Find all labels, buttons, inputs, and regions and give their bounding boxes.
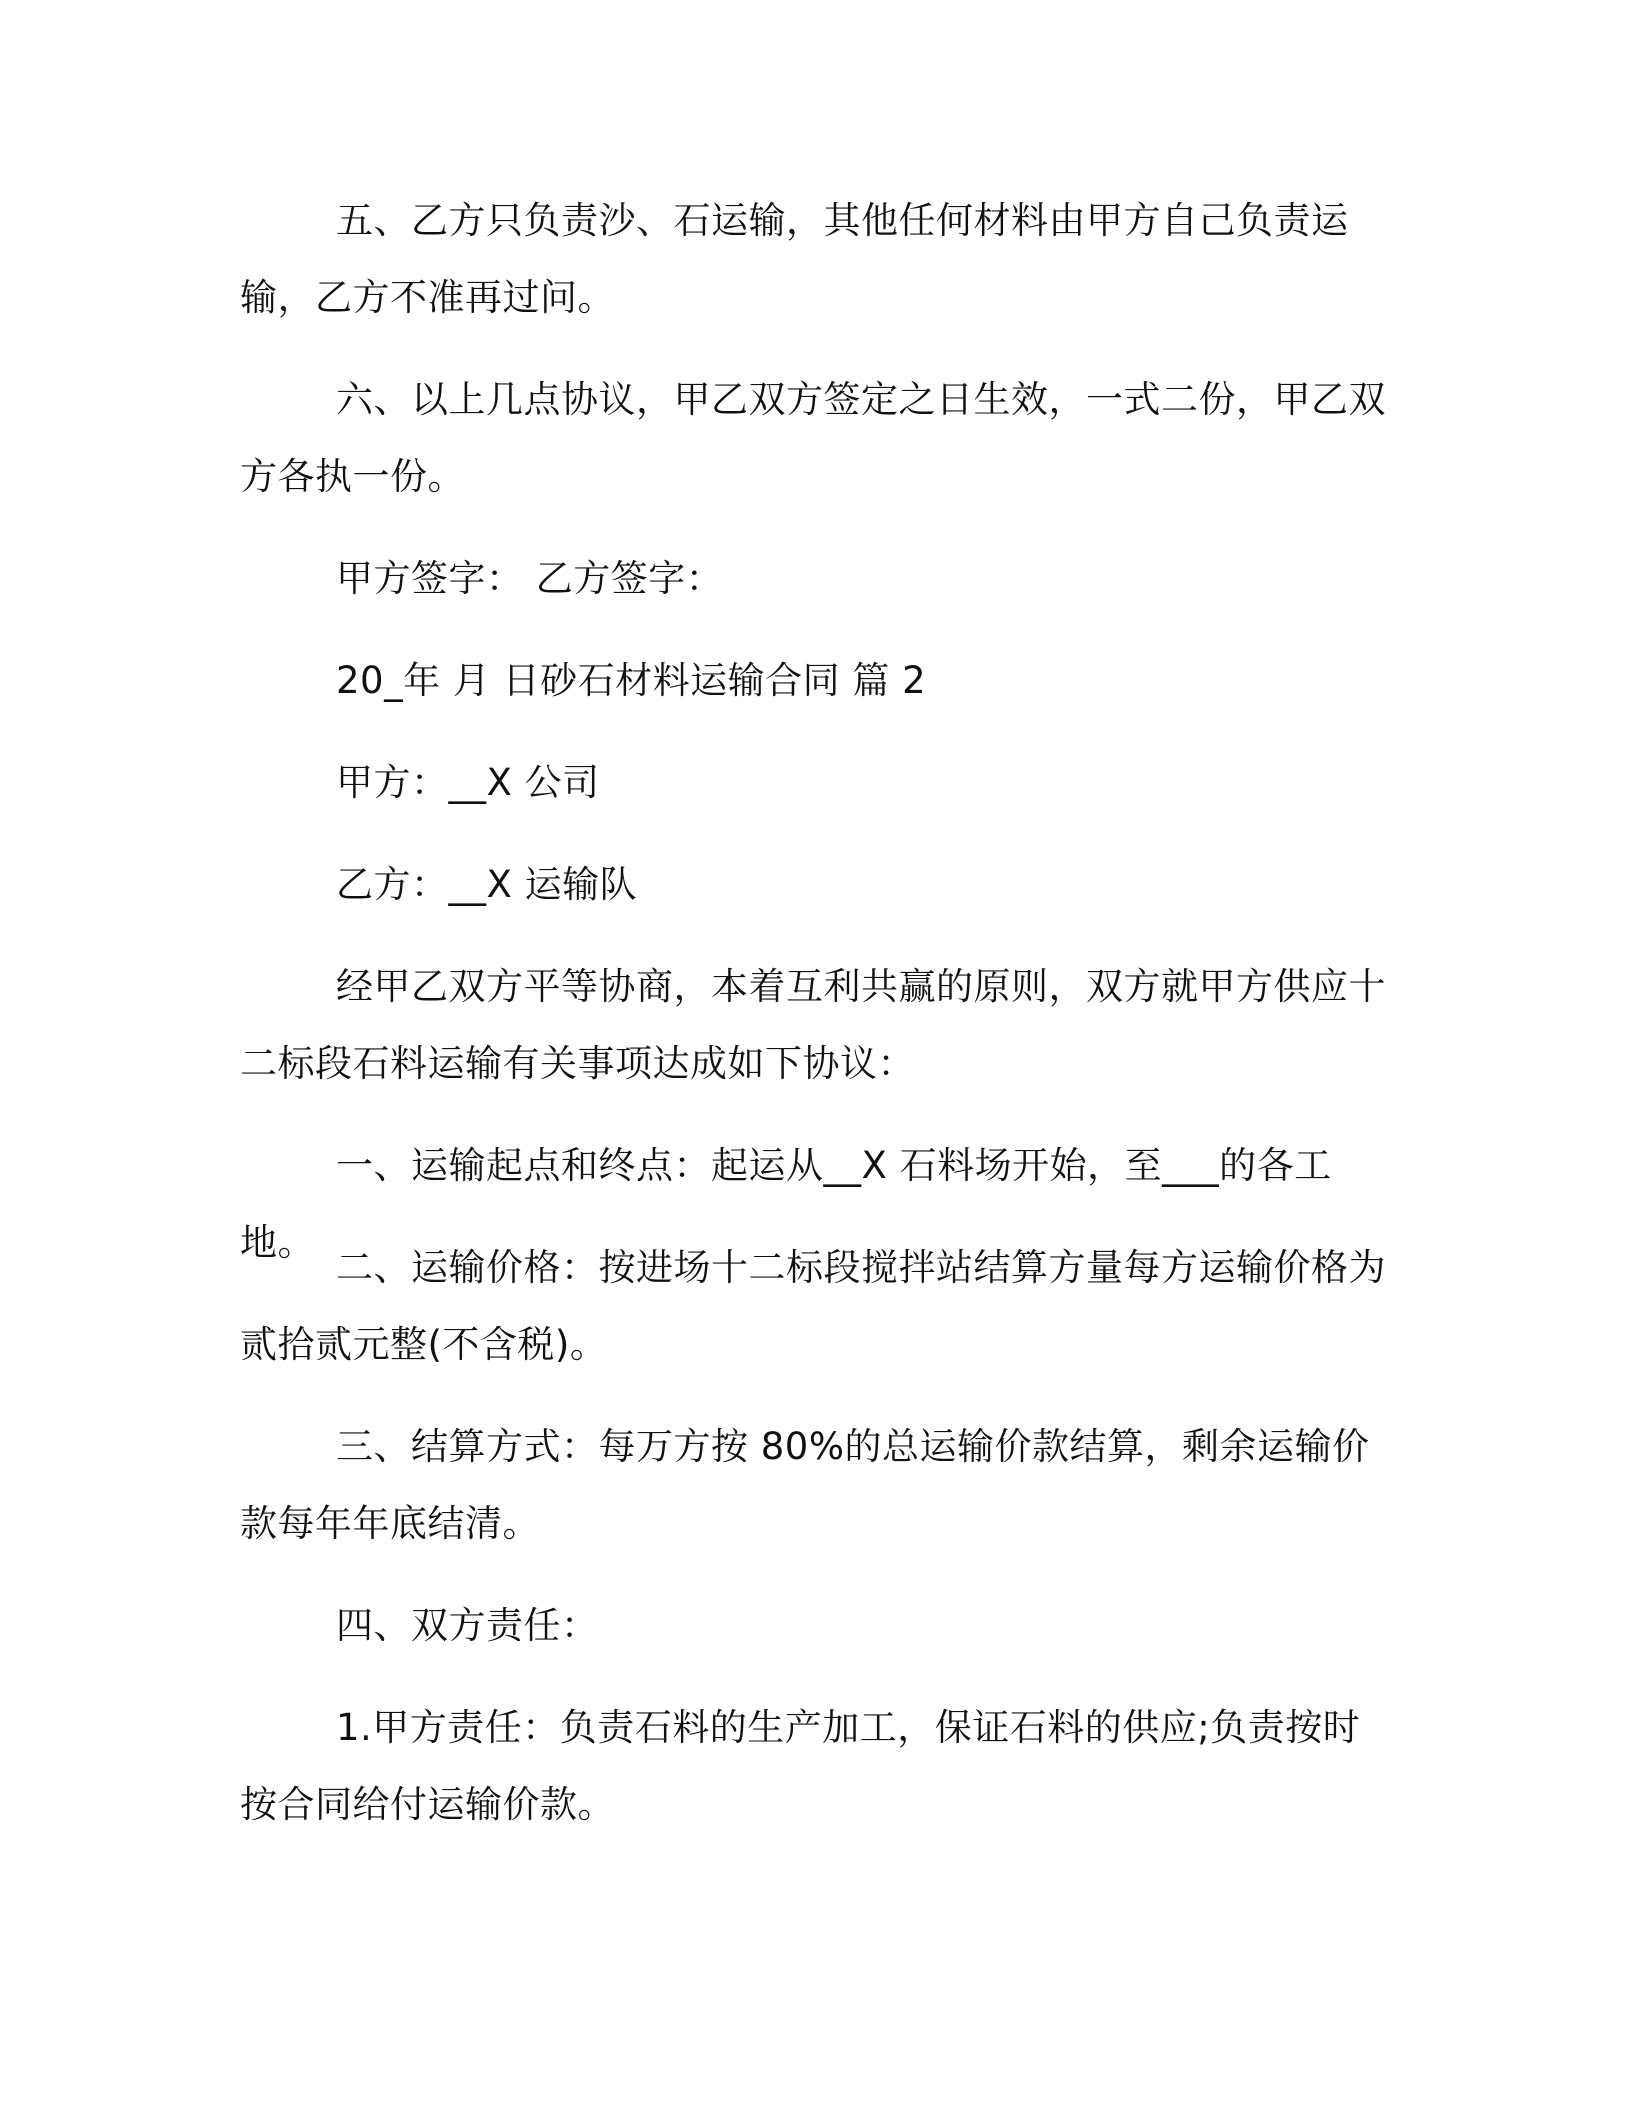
paragraph-party-a: 甲方：__X 公司	[336, 761, 600, 804]
paragraph-clause-1: 一、运输起点和终点：起运从__X 石料场开始，至___的各工地。	[240, 1144, 1332, 1264]
paragraph-clause-4-1: 1.甲方责任：负责石料的生产加工，保证石料的供应;负责按时按合同给付运输价款。	[240, 1706, 1361, 1826]
paragraph-transport-scope: 五、乙方只负责沙、石运输，其他任何材料由甲方自己负责运输，乙方不准再过问。	[240, 199, 1349, 319]
paragraph-signatures: 甲方签字： 乙方签字：	[336, 557, 724, 600]
paragraph-clause-3: 三、结算方式：每万方按 80%的总运输价款结算，剩余运输价款每年年底结清。	[240, 1425, 1370, 1545]
paragraph-preamble: 经甲乙双方平等协商，本着互利共赢的原则，双方就甲方供应十二标段石料运输有关事项达成如下协议：	[240, 965, 1386, 1085]
paragraph-clause-4: 四、双方责任：	[336, 1604, 599, 1647]
paragraph-effective-date: 六、以上几点协议，甲乙双方签定之日生效，一式二份，甲乙双方各执一份。	[240, 378, 1386, 498]
paragraph-date-heading: 20_年 月 日砂石材料运输合同 篇 2	[336, 659, 927, 702]
paragraph-clause-2: 二、运输价格：按进场十二标段搅拌站结算方量每方运输价格为贰拾贰元整(不含税)。	[240, 1246, 1386, 1366]
paragraph-party-b: 乙方：__X 运输队	[336, 863, 638, 906]
